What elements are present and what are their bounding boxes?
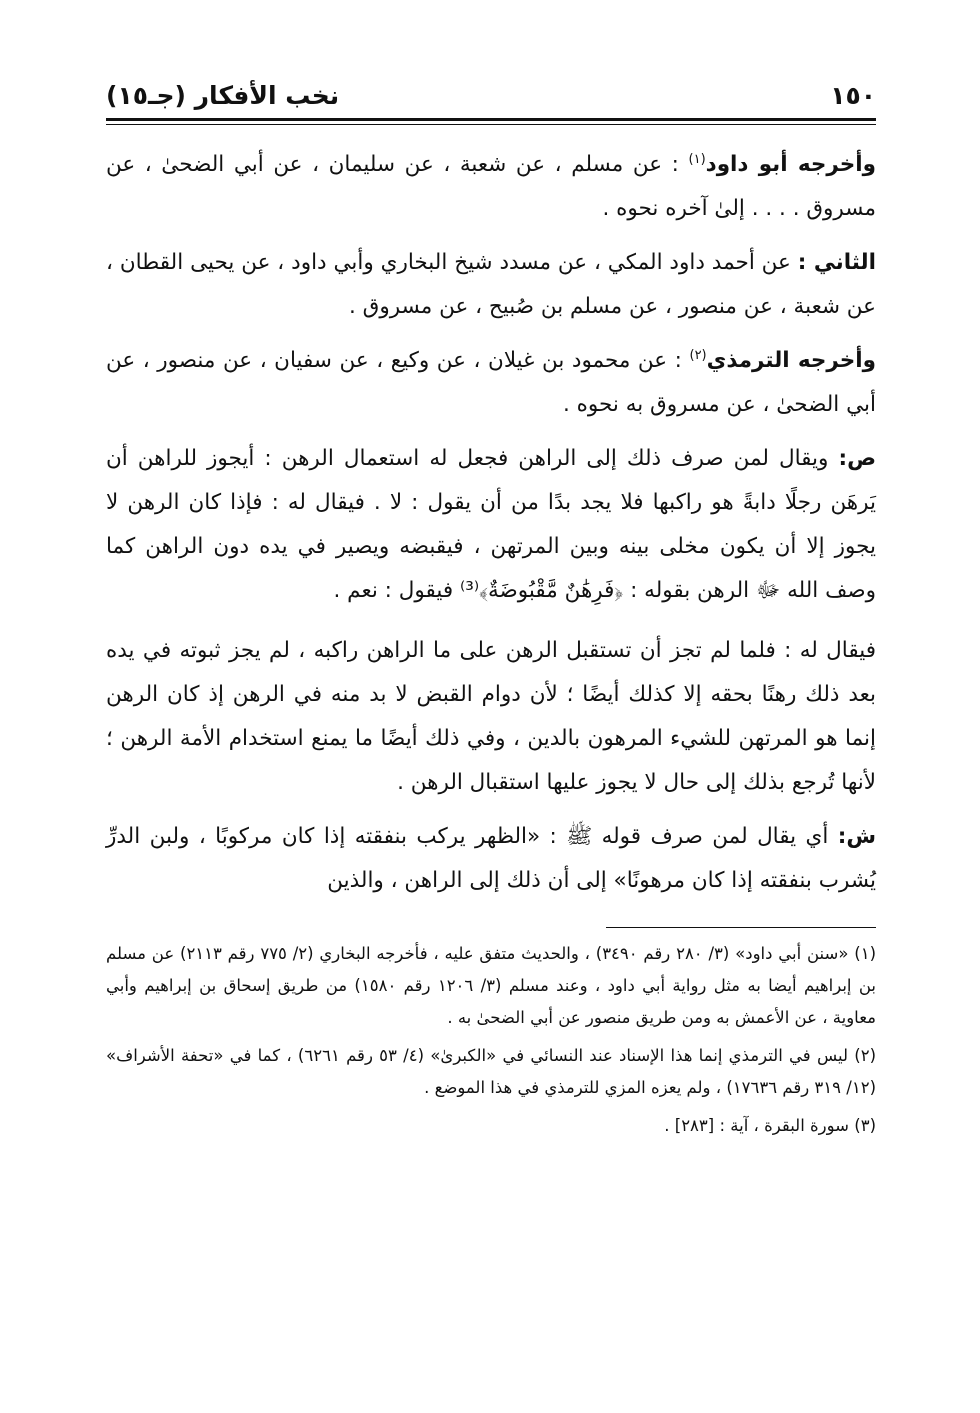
paragraph-2 — [106, 241, 876, 329]
header-rule-thin — [106, 124, 876, 125]
paragraph-5 — [106, 629, 876, 805]
footnote-1: (١) «سنن أبي داود» (٣/ ٢٨٠ رقم ٣٤٩٠) ، والحديث متفق عليه ، فأخرجه البخاري (٢/ ٧٧٥ رقم ٢١١٣) عن مسلم بن إبراهيم أيضا به مثل رواية أبي داود ، وعند مسلم (٣/ ١٢٠٦ رقم ١٥٨٠) من طريق إسحاق بن إبراهيم وأبي معاوية ، عن الأعمش به ومن طريق منصور عن أبي الضحىٰ به . — [106, 944, 876, 1027]
paragraph-1 — [106, 143, 876, 231]
paragraph-text: فيقال له : فلما لم تجز أن تستقبل الرهن على ما الراهن راكبه ، لم يجز ثبوته في يده بعد ذلك رهنًا بحقه إلا كذلك أيضًا ؛ لأن دوام القبض لا بد منه في الرهن إذ كان الرهن إنما هو المرتهن للشيء المرهون بالدين ، وفي ذلك أيضًا ما يمنع استخدام الأمة الرهن ؛ لأنها تُرجع بذلك إلى حال لا يجوز عليها استقبال الرهن . — [106, 638, 876, 795]
page — [106, 66, 876, 1148]
paragraph-4 — [106, 437, 876, 613]
running-header — [106, 66, 876, 110]
footnote-2: (٢) ليس في الترمذي إنما هذا الإسناد عند النسائي في «الكبرىٰ» (٤/ ٥٣ رقم ٦٢٦١) ، كما في «تحفة الأشراف» (١٢/ ٣١٩ رقم ١٧٦٣٦) ، ولم يعزه المزي للترمذي في هذا الموضع . — [106, 1046, 876, 1097]
header-rule-thick — [106, 118, 876, 121]
paragraph-lead: ش: — [837, 824, 876, 849]
main-text — [106, 143, 876, 903]
footnote-ref-1[interactable]: (١) — [688, 151, 706, 167]
paragraph-text: عن أحمد داود المكي ، عن مسدد شيخ البخاري وأبي داود ، عن يحيى القطان ، عن شعبة ، عن منصور ، عن مسلم بن صُبيح ، عن مسروق . — [106, 250, 876, 319]
paragraph-3 — [106, 339, 876, 427]
paragraph-lead: وأخرجه أبو داود — [705, 152, 876, 177]
paragraph-text: أي يقال لمن صرف قوله ﷺ : «الظهر يركب بنفقته إذا كان مركوبًا ، ولبن الدرِّ يُشرب بنفقته إذا كان مرهونًا» إلى أن ذلك إلى الراهن ، والذين — [106, 824, 876, 893]
paragraph-lead: ص: — [838, 446, 876, 471]
paragraph-text: : عن محمود بن غيلان ، عن وكيع ، عن سفيان ، عن منصور ، عن أبي الضحىٰ ، عن مسروق به نحوه . — [106, 348, 876, 417]
page-number: ١٥٠ — [830, 81, 876, 110]
footnotes — [106, 938, 876, 1142]
footnote-ref-2[interactable]: (٢) — [689, 347, 707, 363]
paragraph-lead: وأخرجه الترمذي — [706, 348, 876, 373]
paragraph-text: ويقال لمن صرف ذلك إلى الراهن فجعل له استعمال الرهن : أيجوز للراهن أن يَرهَن رجلًا دابةً هو راكبها فلا يجد بدًا من أن يقول : لا . فيقال له : فإذا كان الرهن لا يجوز إلا أن يكون مخلى بينه وبين المرتهن ، فيقبضه ويصير في يده دون الراهن كما وصف الله ﷻ الرهن بقوله : ﴿فَرِهَٰنٌ مَّقْبُوضَةٌ﴾⁽³⁾ فيقول : نعم . — [106, 446, 876, 603]
footnote-3: (٣) سورة البقرة ، آية : [٢٨٣] . — [664, 1116, 876, 1135]
paragraph-text: : عن مسلم ، عن شعبة ، عن سليمان ، عن أبي الضحىٰ ، عن مسروق . . . . إلىٰ آخره نحوه . — [106, 152, 876, 221]
book-title: نخب الأفكار (جـ١٥) — [106, 81, 340, 110]
footnote-separator — [606, 927, 876, 928]
paragraph-lead: الثاني : — [797, 250, 876, 275]
paragraph-6 — [106, 815, 876, 903]
